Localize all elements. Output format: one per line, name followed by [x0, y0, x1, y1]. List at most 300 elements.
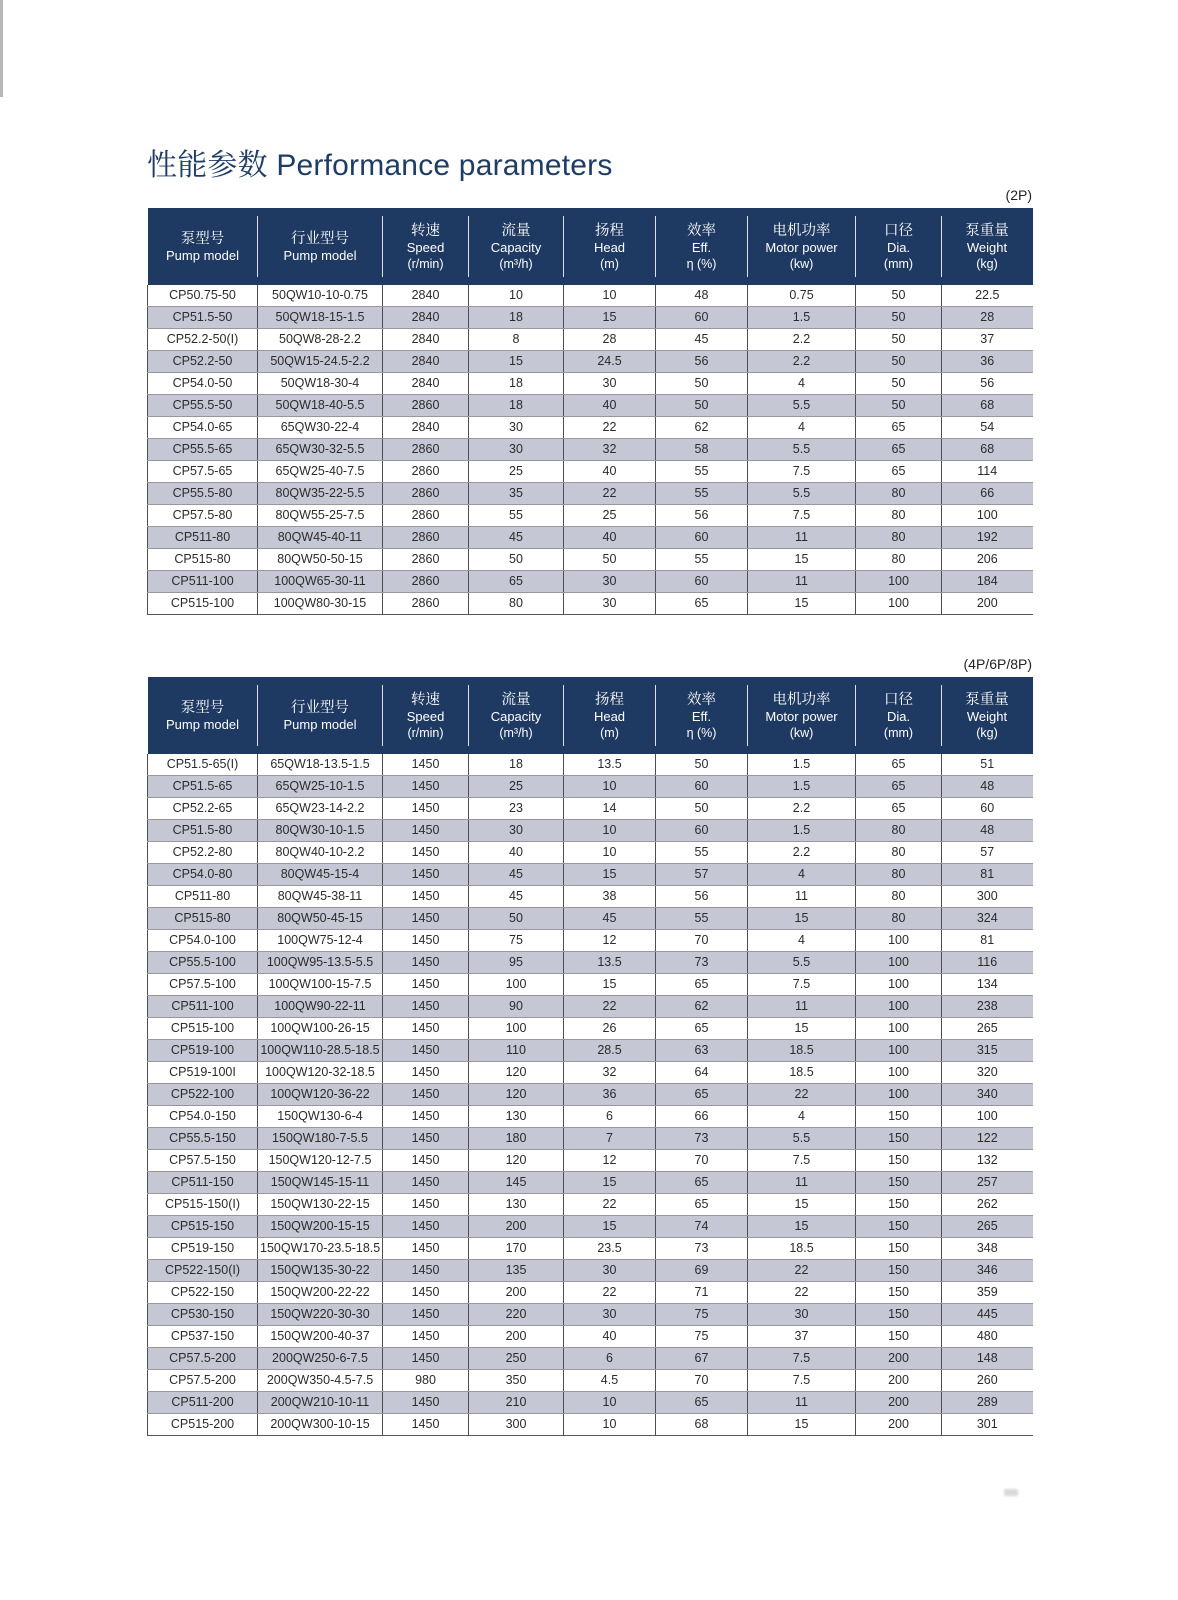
table-cell: 148 — [942, 1348, 1033, 1370]
table-cell: 50 — [856, 329, 942, 351]
table-cell: CP515-80 — [148, 549, 258, 571]
table-cell: 100QW80-30-15 — [258, 593, 383, 615]
table-cell: 80QW50-50-15 — [258, 549, 383, 571]
table-cell: 10 — [564, 285, 656, 307]
table-cell: 150QW200-15-15 — [258, 1216, 383, 1238]
table-cell: 40 — [469, 842, 564, 864]
table-cell: 150 — [856, 1282, 942, 1304]
table-cell: 65 — [856, 461, 942, 483]
table-cell: 65 — [656, 1084, 748, 1106]
table-row — [148, 373, 1033, 395]
table-cell: 11 — [748, 527, 856, 549]
table-cell: 250 — [469, 1348, 564, 1370]
table-cell: 134 — [942, 974, 1033, 996]
table-row — [148, 930, 1033, 952]
table-cell: 50QW18-15-1.5 — [258, 307, 383, 329]
table-cell: CP54.0-50 — [148, 373, 258, 395]
table-cell: 22 — [748, 1260, 856, 1282]
table-cell: 150 — [856, 1238, 942, 1260]
table-cell: 50QW18-30-4 — [258, 373, 383, 395]
table-cell: 45 — [469, 527, 564, 549]
table-cell: 150QW120-12-7.5 — [258, 1150, 383, 1172]
table-cell: 1450 — [383, 952, 469, 974]
table-cell: 132 — [942, 1150, 1033, 1172]
table-cell: 48 — [656, 285, 748, 307]
table-cell: CP511-100 — [148, 996, 258, 1018]
table-cell: 30 — [564, 1304, 656, 1326]
table-cell: 100QW100-15-7.5 — [258, 974, 383, 996]
table-cell: 120 — [469, 1084, 564, 1106]
table-cell: 15 — [748, 908, 856, 930]
table-cell: 54 — [942, 417, 1033, 439]
table-cell: CP511-150 — [148, 1172, 258, 1194]
table-cell: 210 — [469, 1392, 564, 1414]
table-cell: 65 — [469, 571, 564, 593]
table-cell: 80 — [856, 505, 942, 527]
table-cell: 55 — [656, 549, 748, 571]
table-row — [148, 329, 1033, 351]
table-cell: CP511-100 — [148, 571, 258, 593]
table-cell: 1450 — [383, 820, 469, 842]
table-cell: CP519-100I — [148, 1062, 258, 1084]
table-cell: 100QW90-22-11 — [258, 996, 383, 1018]
table-cell: 30 — [564, 571, 656, 593]
table-cell: 28 — [564, 329, 656, 351]
table-cell: 100 — [942, 1106, 1033, 1128]
table-cell: 100 — [469, 974, 564, 996]
table-cell: 150 — [856, 1260, 942, 1282]
table-cell: 80 — [856, 483, 942, 505]
table-cell: 48 — [942, 776, 1033, 798]
table-cell: 30 — [748, 1304, 856, 1326]
table-cell: 1450 — [383, 1238, 469, 1260]
table-row — [148, 439, 1033, 461]
table-cell: 18 — [469, 373, 564, 395]
column-header: 流量 Capacity (m³/h) — [469, 677, 564, 754]
table-header — [148, 677, 1033, 754]
performance-table-2p — [147, 208, 1033, 615]
table-cell: 2860 — [383, 549, 469, 571]
table-cell: CP51.5-80 — [148, 820, 258, 842]
table-cell: CP54.0-65 — [148, 417, 258, 439]
table-cell: CP511-80 — [148, 886, 258, 908]
table-cell: 350 — [469, 1370, 564, 1392]
table-cell: 192 — [942, 527, 1033, 549]
table-row — [148, 996, 1033, 1018]
table-cell: 80 — [856, 820, 942, 842]
table-row — [148, 908, 1033, 930]
table-cell: 100 — [856, 952, 942, 974]
table-cell: 1450 — [383, 1018, 469, 1040]
table-cell: 65QW25-40-7.5 — [258, 461, 383, 483]
table-cell: 340 — [942, 1084, 1033, 1106]
table-cell: 150QW180-7-5.5 — [258, 1128, 383, 1150]
table-cell: 50 — [564, 549, 656, 571]
table-cell: 1450 — [383, 1216, 469, 1238]
table-cell: 15 — [748, 1018, 856, 1040]
table-cell: 55 — [656, 461, 748, 483]
table-cell: 80QW40-10-2.2 — [258, 842, 383, 864]
table-cell: 73 — [656, 1238, 748, 1260]
table-cell: 0.75 — [748, 285, 856, 307]
table-cell: 70 — [656, 1370, 748, 1392]
table-cell: CP522-150(I) — [148, 1260, 258, 1282]
table-cell: 80QW45-38-11 — [258, 886, 383, 908]
table-cell: 200 — [469, 1282, 564, 1304]
table-cell: 260 — [942, 1370, 1033, 1392]
table-cell: CP55.5-150 — [148, 1128, 258, 1150]
table-cell: 50QW8-28-2.2 — [258, 329, 383, 351]
table-cell: 40 — [564, 395, 656, 417]
table-cell: 200QW210-10-11 — [258, 1392, 383, 1414]
table-cell: 1450 — [383, 1150, 469, 1172]
table-cell: 22 — [748, 1084, 856, 1106]
table-cell: 10 — [564, 1392, 656, 1414]
table-cell: 200 — [942, 593, 1033, 615]
table-cell: 80 — [856, 908, 942, 930]
table-row — [148, 1238, 1033, 1260]
table-cell: 50 — [656, 798, 748, 820]
table-cell: 11 — [748, 571, 856, 593]
table-row — [148, 1370, 1033, 1392]
table-cell: 80 — [856, 842, 942, 864]
table-cell: 71 — [656, 1282, 748, 1304]
table-cell: 25 — [469, 461, 564, 483]
table-cell: 14 — [564, 798, 656, 820]
table-cell: 65 — [656, 1018, 748, 1040]
page-edge-strip — [0, 0, 3, 97]
table-cell: 200 — [856, 1392, 942, 1414]
table-cell: 100QW65-30-11 — [258, 571, 383, 593]
table-cell: 7.5 — [748, 461, 856, 483]
table-cell: CP515-150 — [148, 1216, 258, 1238]
table-cell: 150QW170-23.5-18.5 — [258, 1238, 383, 1260]
table-cell: 65 — [856, 417, 942, 439]
table-cell: 30 — [469, 417, 564, 439]
table-cell: 6 — [564, 1348, 656, 1370]
column-header: 流量 Capacity (m³/h) — [469, 208, 564, 285]
table-cell: CP55.5-65 — [148, 439, 258, 461]
column-header: 扬程 Head (m) — [564, 677, 656, 754]
table-cell: 18 — [469, 754, 564, 776]
table-cell: 7.5 — [748, 1348, 856, 1370]
table-cell: 100QW120-36-22 — [258, 1084, 383, 1106]
table-cell: 7.5 — [748, 974, 856, 996]
table-row — [148, 571, 1033, 593]
table-cell: 80 — [856, 549, 942, 571]
table-row — [148, 1062, 1033, 1084]
table-cell: 1.5 — [748, 776, 856, 798]
table-cell: 1450 — [383, 842, 469, 864]
table-cell: 11 — [748, 1392, 856, 1414]
table-cell: 80QW45-15-4 — [258, 864, 383, 886]
section-tag-2p: (2P) — [1005, 187, 1032, 203]
table-cell: 65 — [856, 798, 942, 820]
table-cell: 206 — [942, 549, 1033, 571]
table-cell: 5.5 — [748, 439, 856, 461]
table-cell: 1450 — [383, 1260, 469, 1282]
table-cell: 62 — [656, 417, 748, 439]
table-cell: 445 — [942, 1304, 1033, 1326]
table-cell: 50 — [856, 285, 942, 307]
column-header: 泵型号 Pump model — [148, 208, 258, 285]
table-cell: CP50.75-50 — [148, 285, 258, 307]
table-row — [148, 483, 1033, 505]
table-cell: 6 — [564, 1106, 656, 1128]
table-cell: 1450 — [383, 776, 469, 798]
column-header: 转速 Speed (r/min) — [383, 208, 469, 285]
table-cell: CP515-200 — [148, 1414, 258, 1436]
table-cell: 10 — [469, 285, 564, 307]
table-cell: 265 — [942, 1018, 1033, 1040]
table-row — [148, 1128, 1033, 1150]
table-cell: 110 — [469, 1040, 564, 1062]
table-cell: 320 — [942, 1062, 1033, 1084]
table-cell: 13.5 — [564, 952, 656, 974]
table-cell: CP519-150 — [148, 1238, 258, 1260]
table-cell: CP515-150(I) — [148, 1194, 258, 1216]
table-cell: 80 — [856, 864, 942, 886]
table-cell: 4.5 — [564, 1370, 656, 1392]
table-cell: CP55.5-100 — [148, 952, 258, 974]
table-body — [148, 285, 1033, 615]
table-cell: 150 — [856, 1216, 942, 1238]
table-cell: CP57.5-200 — [148, 1348, 258, 1370]
table-cell: 1.5 — [748, 307, 856, 329]
table-row — [148, 1414, 1033, 1436]
table-cell: 75 — [469, 930, 564, 952]
table-cell: 12 — [564, 930, 656, 952]
table-cell: CP52.2-50 — [148, 351, 258, 373]
table-cell: 65 — [656, 974, 748, 996]
table-cell: 15 — [564, 974, 656, 996]
table-cell: 69 — [656, 1260, 748, 1282]
table-cell: 2.2 — [748, 842, 856, 864]
table-cell: 100QW75-12-4 — [258, 930, 383, 952]
table-cell: 10 — [564, 1414, 656, 1436]
table-row — [148, 952, 1033, 974]
table-cell: 60 — [942, 798, 1033, 820]
table-cell: 114 — [942, 461, 1033, 483]
table-cell: 7.5 — [748, 505, 856, 527]
table-cell: 80QW30-10-1.5 — [258, 820, 383, 842]
table-cell: 5.5 — [748, 1128, 856, 1150]
table-cell: CP57.5-65 — [148, 461, 258, 483]
table-row — [148, 886, 1033, 908]
section-tag-4p6p8p: (4P/6P/8P) — [963, 656, 1032, 672]
table-row — [148, 549, 1033, 571]
table-cell: 300 — [942, 886, 1033, 908]
table-cell: 74 — [656, 1216, 748, 1238]
table-cell: 184 — [942, 571, 1033, 593]
table-cell: CP57.5-200 — [148, 1370, 258, 1392]
table-cell: 150 — [856, 1304, 942, 1326]
table-row — [148, 974, 1033, 996]
table-cell: 28.5 — [564, 1040, 656, 1062]
table-cell: 65 — [656, 1194, 748, 1216]
table-cell: 257 — [942, 1172, 1033, 1194]
table-cell: CP57.5-100 — [148, 974, 258, 996]
table-cell: 100 — [856, 1040, 942, 1062]
table-cell: 30 — [564, 593, 656, 615]
table-cell: 22.5 — [942, 285, 1033, 307]
table-cell: 2.2 — [748, 329, 856, 351]
table-cell: 289 — [942, 1392, 1033, 1414]
table-row — [148, 285, 1033, 307]
table-cell: 1450 — [383, 1172, 469, 1194]
table-cell: 220 — [469, 1304, 564, 1326]
table-cell: 1450 — [383, 1414, 469, 1436]
table-cell: CP522-150 — [148, 1282, 258, 1304]
table-cell: 1450 — [383, 1304, 469, 1326]
table-row — [148, 351, 1033, 373]
table-row — [148, 1348, 1033, 1370]
table-cell: 51 — [942, 754, 1033, 776]
table-cell: 50 — [656, 754, 748, 776]
table-cell: 1450 — [383, 1040, 469, 1062]
table-cell: 80 — [469, 593, 564, 615]
table-cell: 40 — [564, 461, 656, 483]
table-row — [148, 754, 1033, 776]
table-cell: 150QW200-40-37 — [258, 1326, 383, 1348]
table-cell: 18.5 — [748, 1062, 856, 1084]
table-cell: CP537-150 — [148, 1326, 258, 1348]
table-row — [148, 593, 1033, 615]
table-cell: 5.5 — [748, 395, 856, 417]
table-cell: CP52.2-80 — [148, 842, 258, 864]
table-cell: CP55.5-50 — [148, 395, 258, 417]
table-cell: CP51.5-50 — [148, 307, 258, 329]
table-cell: 100 — [856, 571, 942, 593]
table-cell: CP57.5-150 — [148, 1150, 258, 1172]
table-cell: 300 — [469, 1414, 564, 1436]
table-cell: CP511-80 — [148, 527, 258, 549]
table-row — [148, 1282, 1033, 1304]
table-cell: 65 — [856, 439, 942, 461]
table-row — [148, 798, 1033, 820]
table-cell: 24.5 — [564, 351, 656, 373]
table-cell: 22 — [564, 1282, 656, 1304]
table-cell: 50 — [856, 351, 942, 373]
table-cell: 100 — [856, 1018, 942, 1040]
table-cell: 50 — [469, 549, 564, 571]
table-cell: 65QW25-10-1.5 — [258, 776, 383, 798]
table-cell: 4 — [748, 930, 856, 952]
table-cell: 100QW95-13.5-5.5 — [258, 952, 383, 974]
table-cell: 2840 — [383, 329, 469, 351]
table-cell: 2860 — [383, 439, 469, 461]
table-cell: 66 — [942, 483, 1033, 505]
table-cell: 57 — [656, 864, 748, 886]
table-cell: CP52.2-65 — [148, 798, 258, 820]
table-cell: 50QW15-24.5-2.2 — [258, 351, 383, 373]
table-cell: 65 — [656, 1392, 748, 1414]
table-row — [148, 1326, 1033, 1348]
table-cell: 2860 — [383, 571, 469, 593]
table-row — [148, 1304, 1033, 1326]
table-cell: 60 — [656, 527, 748, 549]
column-header: 口径 Dia. (mm) — [856, 208, 942, 285]
page-title: 性能参数 Performance parameters — [147, 149, 613, 182]
table-cell: 50 — [856, 307, 942, 329]
column-header: 行业型号 Pump model — [258, 677, 383, 754]
faint-footer-mark — [1004, 1489, 1018, 1496]
table-cell: 1450 — [383, 1194, 469, 1216]
table-cell: 80QW35-22-5.5 — [258, 483, 383, 505]
table-cell: 7.5 — [748, 1370, 856, 1392]
table-row — [148, 1392, 1033, 1414]
table-cell: 32 — [564, 439, 656, 461]
table-cell: 55 — [656, 483, 748, 505]
table-cell: 100 — [856, 593, 942, 615]
table-cell: 36 — [564, 1084, 656, 1106]
table-cell: 2860 — [383, 461, 469, 483]
header-row — [148, 208, 1033, 285]
table-cell: 15 — [748, 549, 856, 571]
table-cell: CP515-100 — [148, 593, 258, 615]
table-cell: 67 — [656, 1348, 748, 1370]
table-cell: 56 — [656, 351, 748, 373]
table-cell: 2840 — [383, 373, 469, 395]
table-cell: 1450 — [383, 1084, 469, 1106]
table-cell: 56 — [656, 886, 748, 908]
table-cell: 130 — [469, 1106, 564, 1128]
table-cell: 100 — [942, 505, 1033, 527]
table-cell: 22 — [748, 1282, 856, 1304]
column-header: 口径 Dia. (mm) — [856, 677, 942, 754]
table-cell: 150QW130-6-4 — [258, 1106, 383, 1128]
table-cell: 30 — [469, 439, 564, 461]
table-cell: 2840 — [383, 351, 469, 373]
table-row — [148, 461, 1033, 483]
column-header: 电机功率 Motor power (kw) — [748, 677, 856, 754]
table-cell: 73 — [656, 1128, 748, 1150]
table-cell: 100 — [856, 974, 942, 996]
table-cell: 80 — [856, 527, 942, 549]
table-cell: 1.5 — [748, 820, 856, 842]
table-cell: 359 — [942, 1282, 1033, 1304]
table-cell: CP57.5-80 — [148, 505, 258, 527]
table-cell: 2840 — [383, 307, 469, 329]
table-cell: 65QW23-14-2.2 — [258, 798, 383, 820]
table-cell: 65 — [856, 776, 942, 798]
table-cell: 60 — [656, 571, 748, 593]
table-cell: 38 — [564, 886, 656, 908]
table-cell: 1450 — [383, 754, 469, 776]
table-cell: 11 — [748, 886, 856, 908]
table-cell: 18 — [469, 395, 564, 417]
table-cell: 200 — [469, 1216, 564, 1238]
table-cell: 200QW300-10-15 — [258, 1414, 383, 1436]
table-cell: 40 — [564, 527, 656, 549]
table-cell: 120 — [469, 1062, 564, 1084]
table-cell: 1450 — [383, 930, 469, 952]
table-cell: 50 — [856, 395, 942, 417]
table-cell: 10 — [564, 842, 656, 864]
table-cell: CP511-200 — [148, 1392, 258, 1414]
table-cell: CP522-100 — [148, 1084, 258, 1106]
table-cell: 28 — [942, 307, 1033, 329]
table-cell: 15 — [469, 351, 564, 373]
table-cell: 7 — [564, 1128, 656, 1150]
table-cell: 15 — [564, 1216, 656, 1238]
table-cell: 70 — [656, 930, 748, 952]
table-row — [148, 1194, 1033, 1216]
table-cell: 65 — [656, 593, 748, 615]
table-cell: 301 — [942, 1414, 1033, 1436]
table-cell: 36 — [942, 351, 1033, 373]
table-cell: 180 — [469, 1128, 564, 1150]
